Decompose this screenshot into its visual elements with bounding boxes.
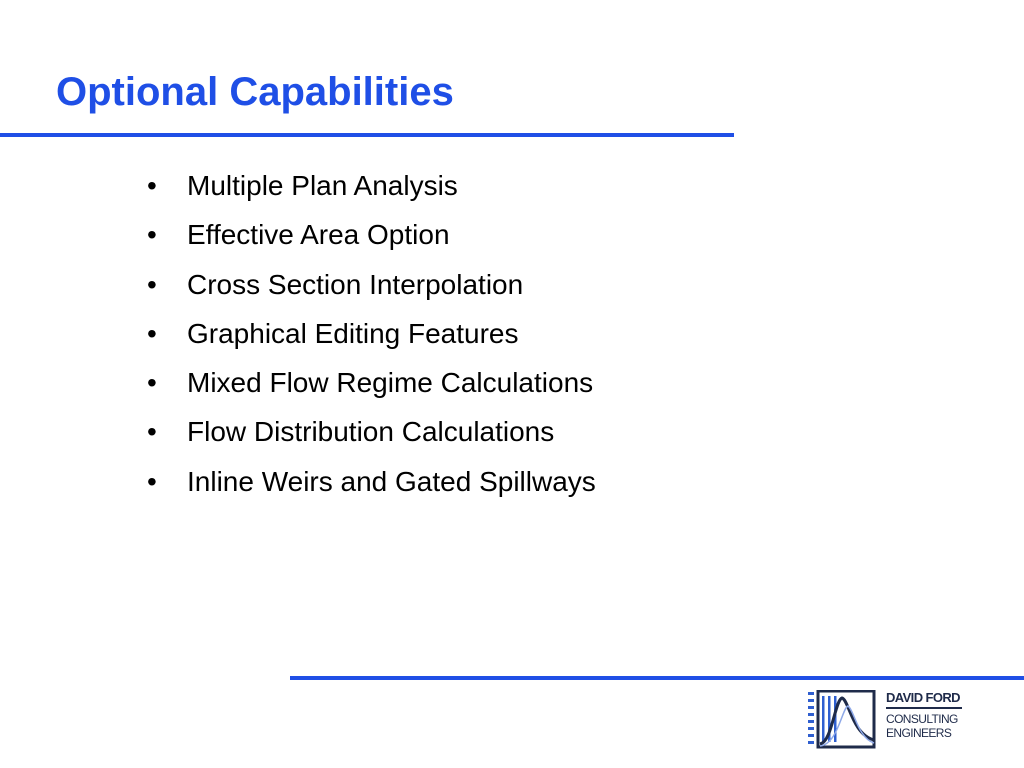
slide-title: Optional Capabilities (56, 70, 454, 114)
bullet-icon: • (147, 367, 157, 399)
bullet-icon: • (147, 465, 157, 497)
logo-line-david-ford: DAVID FORD (886, 690, 962, 709)
title-underline (0, 133, 734, 137)
bullet-text: Graphical Editing Features (187, 317, 519, 349)
bullet-icon: • (147, 317, 157, 349)
bullet-text: Effective Area Option (187, 219, 450, 251)
footer-rule (290, 676, 1024, 680)
bullet-text: Inline Weirs and Gated Spillways (187, 465, 596, 497)
bullet-text: Multiple Plan Analysis (187, 170, 458, 201)
bullet-text: Mixed Flow Regime Calculations (187, 367, 594, 399)
bullet-text: Cross Section Interpolation (187, 268, 524, 300)
bullet-icon: • (147, 219, 157, 251)
logo-line-engineers: ENGINEERS (886, 726, 952, 740)
bullet-icon: • (147, 416, 157, 448)
logo-wordmark (886, 690, 962, 740)
bullet-icon: • (147, 170, 157, 201)
logo-line-consulting: CONSULTING (886, 712, 958, 726)
hydrograph-logo-icon (808, 690, 878, 750)
bullet-text: Flow Distribution Calculations (187, 416, 555, 448)
company-logo (808, 690, 960, 752)
bullet-icon: • (147, 268, 157, 300)
